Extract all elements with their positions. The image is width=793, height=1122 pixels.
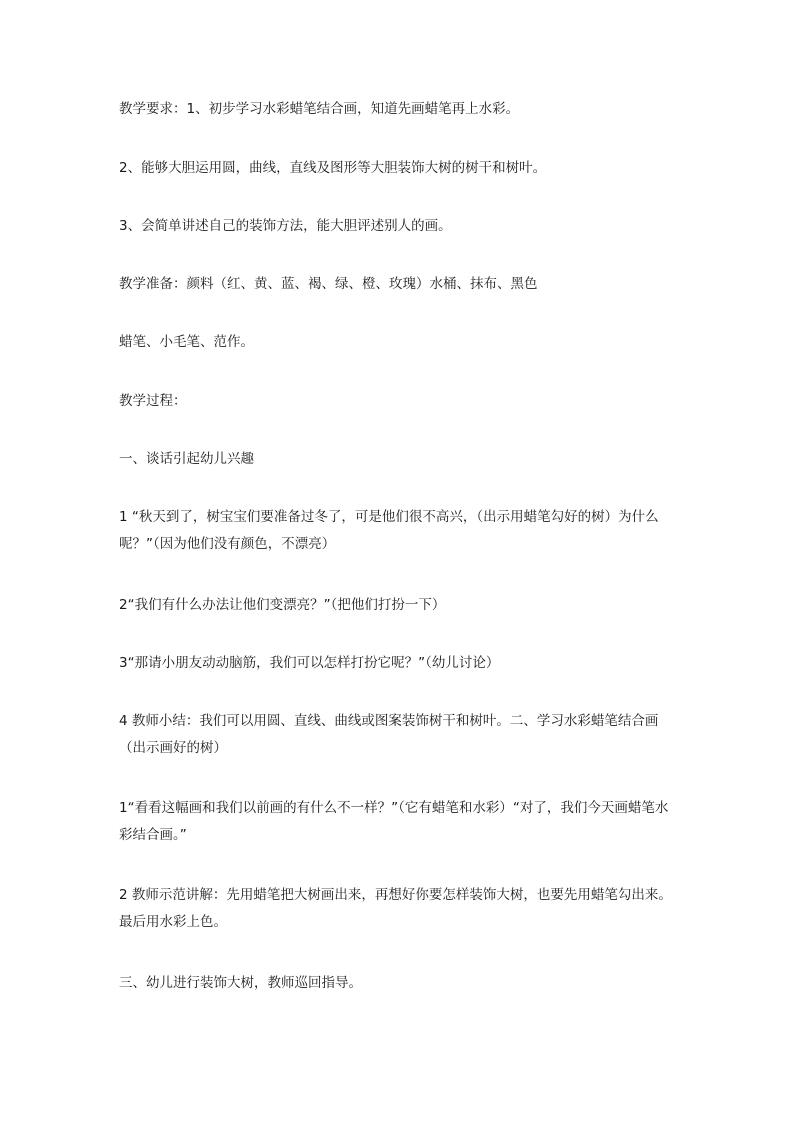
step-3-paragraph: 3“那请小朋友动动脑筋，我们可以怎样打扮它呢？”（幼儿讨论） <box>119 655 500 671</box>
teaching-preparation-line-2: 蜡笔、小毛笔、范作。 <box>119 334 254 350</box>
step-4-paragraph: 4 教师小结：我们可以用圆、直线、曲线或图案装饰树干和树叶。二、学习水彩蜡笔结合画（出示画好的树） <box>119 713 659 756</box>
step-2-paragraph: 2“我们有什么办法让他们变漂亮？”（把他们打扮一下） <box>119 597 446 613</box>
section-two-step-2-paragraph: 2 教师示范讲解：先用蜡笔把大树画出来，再想好你要怎样装饰大树，也要先用蜡笔勾出来。最后用水彩上色。 <box>119 887 672 930</box>
section-three-heading: 三、幼儿进行装饰大树，教师巡回指导。 <box>119 975 362 991</box>
section-one-heading: 一、谈话引起幼儿兴趣 <box>119 451 254 467</box>
step-1-paragraph: 1 “秋天到了，树宝宝们要准备过冬了，可是他们很不高兴，（出示用蜡笔勾好的树）为什么呢？”（因为他们没有颜色，不漂亮） <box>119 509 659 552</box>
teaching-requirements-1: 教学要求：1、初步学习水彩蜡笔结合画，知道先画蜡笔再上水彩。 <box>119 101 520 117</box>
teaching-preparation-line-1: 教学准备：颜料（红、黄、蓝、褐、绿、橙、玫瑰）水桶、抹布、黑色 <box>119 276 538 292</box>
teaching-requirements-3: 3、会简单讲述自己的装饰方法，能大胆评述别人的画。 <box>119 218 452 234</box>
section-two-step-1-paragraph: 1“看看这幅画和我们以前画的有什么不一样？”（它有蜡笔和水彩）“对了，我们今天画蜡笔水彩结合画。” <box>119 800 669 843</box>
teaching-requirements-2: 2、能够大胆运用圆，曲线，直线及图形等大胆装饰大树的树干和树叶。 <box>119 160 547 176</box>
teaching-process-heading: 教学过程： <box>119 393 187 409</box>
